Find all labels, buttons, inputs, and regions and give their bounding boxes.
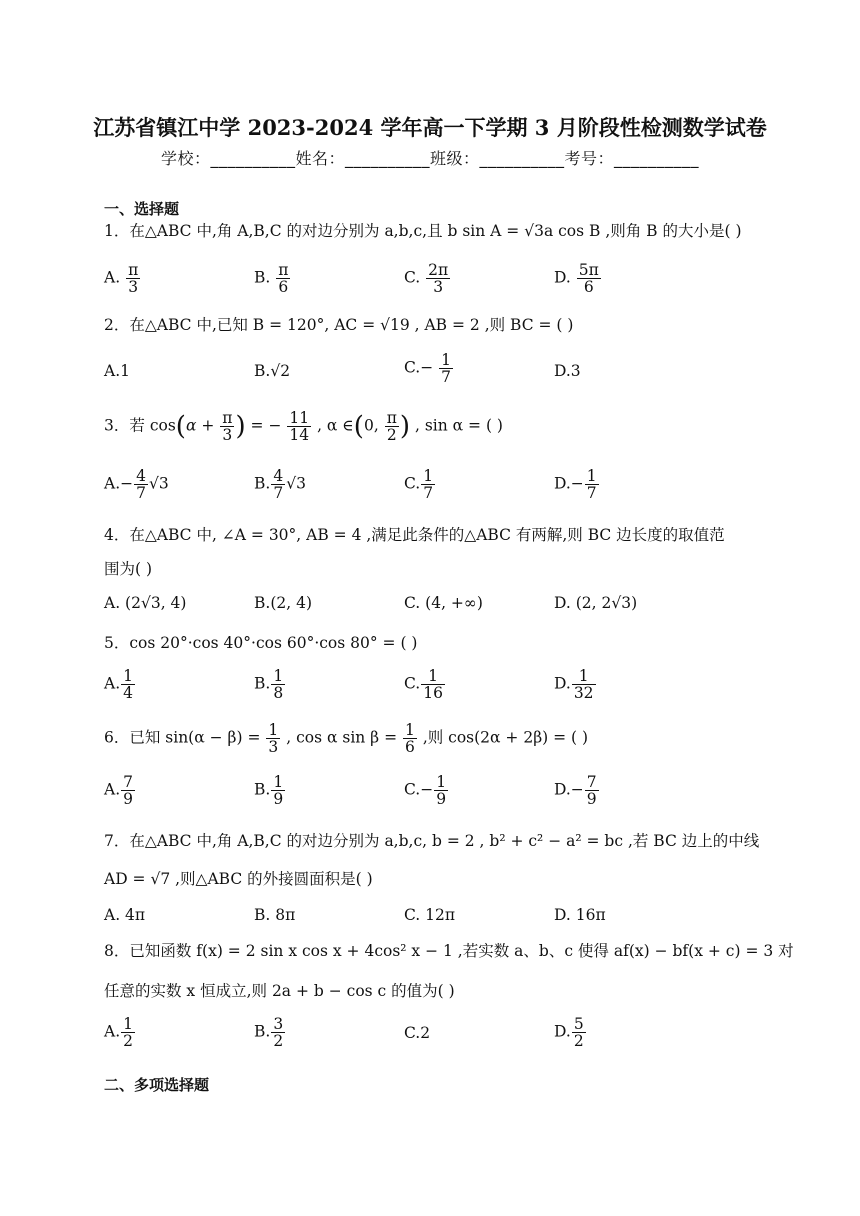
section-heading-single-choice: 一、选择题 <box>104 200 180 218</box>
option-label: A. <box>104 268 121 287</box>
question-1-option-a[interactable] <box>104 262 141 295</box>
question-5-option-c[interactable]: C. $\frac{1}{16}$ <box>404 667 443 702</box>
question-4-option-d[interactable]: D. (2, 2√3) <box>554 594 638 612</box>
question-1-option-b[interactable] <box>254 262 291 295</box>
fraction: $\frac{2\pi}{3}$ <box>428 261 449 296</box>
option-label: B. <box>254 268 271 287</box>
question-5-option-a[interactable]: A. $\frac{1}{4}$ <box>104 667 133 702</box>
question-2-option-d[interactable]: D.3 <box>554 362 581 380</box>
question-4-stem-line-1: 4．在△ABC 中, ∠A = 30°, AB = 4 ,满足此条件的△ABC 有两解,则 BC 边长度的取值范 <box>104 526 725 544</box>
question-3-option-d[interactable]: D.− $\frac{1}{7}$ <box>554 467 597 502</box>
question-8-option-c[interactable]: C.2 <box>404 1024 431 1042</box>
question-4-option-b[interactable]: B.(2, 4) <box>254 594 312 612</box>
question-2-option-b[interactable]: B.√2 <box>254 362 291 380</box>
question-5-option-d[interactable]: D. $\frac{1}{32}$ <box>554 667 594 702</box>
question-7-option-a[interactable]: A. 4π <box>104 906 146 924</box>
question-3-option-a[interactable]: A.− $\frac{4}{7}$ √3 <box>104 467 169 502</box>
question-7-stem-line-2: AD = √7 ,则△ABC 的外接圆面积是( ) <box>104 870 373 888</box>
question-8-option-a[interactable]: A. $\frac{1}{2}$ <box>104 1015 133 1050</box>
question-6-stem: 6．已知 sin(α − β) = $\frac{1}{3}$ , cos α sin β = $\frac{1}{6}$ ,则 cos(2α + 2β) = ( ) <box>104 721 589 756</box>
fraction: $\frac{\pi}{6}$ <box>278 261 289 296</box>
question-3-option-c[interactable]: C. $\frac{1}{7}$ <box>404 467 434 502</box>
option-label: C. <box>404 268 421 287</box>
question-1-option-c[interactable] <box>404 262 451 295</box>
exam-title: 江苏省镇江中学 2023-2024 学年高一下学期 3 月阶段性检测数学试卷 <box>93 115 767 140</box>
question-6-option-c[interactable]: C.− $\frac{1}{9}$ <box>404 773 447 808</box>
question-7-option-d[interactable]: D. 16π <box>554 906 606 924</box>
option-label: C.− <box>404 358 434 377</box>
fraction: $\frac{\pi}{3}$ <box>128 261 139 296</box>
question-1-option-d[interactable] <box>554 262 602 295</box>
option-label: D. <box>554 268 571 287</box>
question-7-option-b[interactable]: B. 8π <box>254 906 296 924</box>
question-6-option-d[interactable]: D.− $\frac{7}{9}$ <box>554 773 597 808</box>
fraction: $\frac{1}{7}$ <box>441 351 452 386</box>
student-info-line: 学校：__________姓名：__________班级：__________考号：__________ <box>160 149 699 168</box>
question-4-option-c[interactable]: C. (4, +∞) <box>404 594 483 612</box>
question-8-stem-line-2: 任意的实数 x 恒成立,则 2a + b − cos c 的值为( ) <box>104 982 455 1000</box>
question-6-option-a[interactable]: A. $\frac{7}{9}$ <box>104 773 133 808</box>
question-4-option-a[interactable]: A. (2√3, 4) <box>104 594 187 612</box>
question-7-option-c[interactable]: C. 12π <box>404 906 456 924</box>
question-1-stem: 1．在△ABC 中,角 A,B,C 的对边分别为 a,b,c,且 b sin A = √3a cos B ,则角 B 的大小是( ) <box>104 222 742 240</box>
section-heading-multiple-choice: 二、多项选择题 <box>104 1076 210 1094</box>
question-2-option-a[interactable]: A.1 <box>104 362 130 380</box>
question-6-option-b[interactable]: B. $\frac{1}{9}$ <box>254 773 284 808</box>
question-5-stem: 5．cos 20°·cos 40°·cos 60°·cos 80° = ( ) <box>104 634 418 652</box>
question-2-stem: 2．在△ABC 中,已知 B = 120°, AC = √19 , AB = 2 ,则 BC = ( ) <box>104 316 574 334</box>
question-7-stem-line-1: 7．在△ABC 中,角 A,B,C 的对边分别为 a,b,c, b = 2 , b² + c² − a² = bc ,若 BC 边上的中线 <box>104 832 760 850</box>
question-4-stem-line-2: 围为( ) <box>104 560 153 578</box>
fraction: $\frac{5\pi}{6}$ <box>578 261 599 296</box>
question-8-option-b[interactable]: B. $\frac{3}{2}$ <box>254 1015 284 1050</box>
question-3-option-b[interactable]: B. $\frac{4}{7}$ √3 <box>254 467 306 502</box>
question-8-option-d[interactable]: D. $\frac{5}{2}$ <box>554 1015 584 1050</box>
question-2-option-c[interactable] <box>404 352 454 385</box>
question-8-stem-line-1: 8．已知函数 f(x) = 2 sin x cos x + 4cos² x − 1 ,若实数 a、b、c 使得 af(x) − bf(x + c) = 3 对 <box>104 942 794 960</box>
question-3-stem: 3．若 cos(α + $\frac{\pi}{3}$ ) = − $\frac{11}{14}$ , α ∈(0, $\frac{\pi}{2}$ ) , sin α = ( ) <box>104 409 503 444</box>
question-5-option-b[interactable]: B. $\frac{1}{8}$ <box>254 667 284 702</box>
